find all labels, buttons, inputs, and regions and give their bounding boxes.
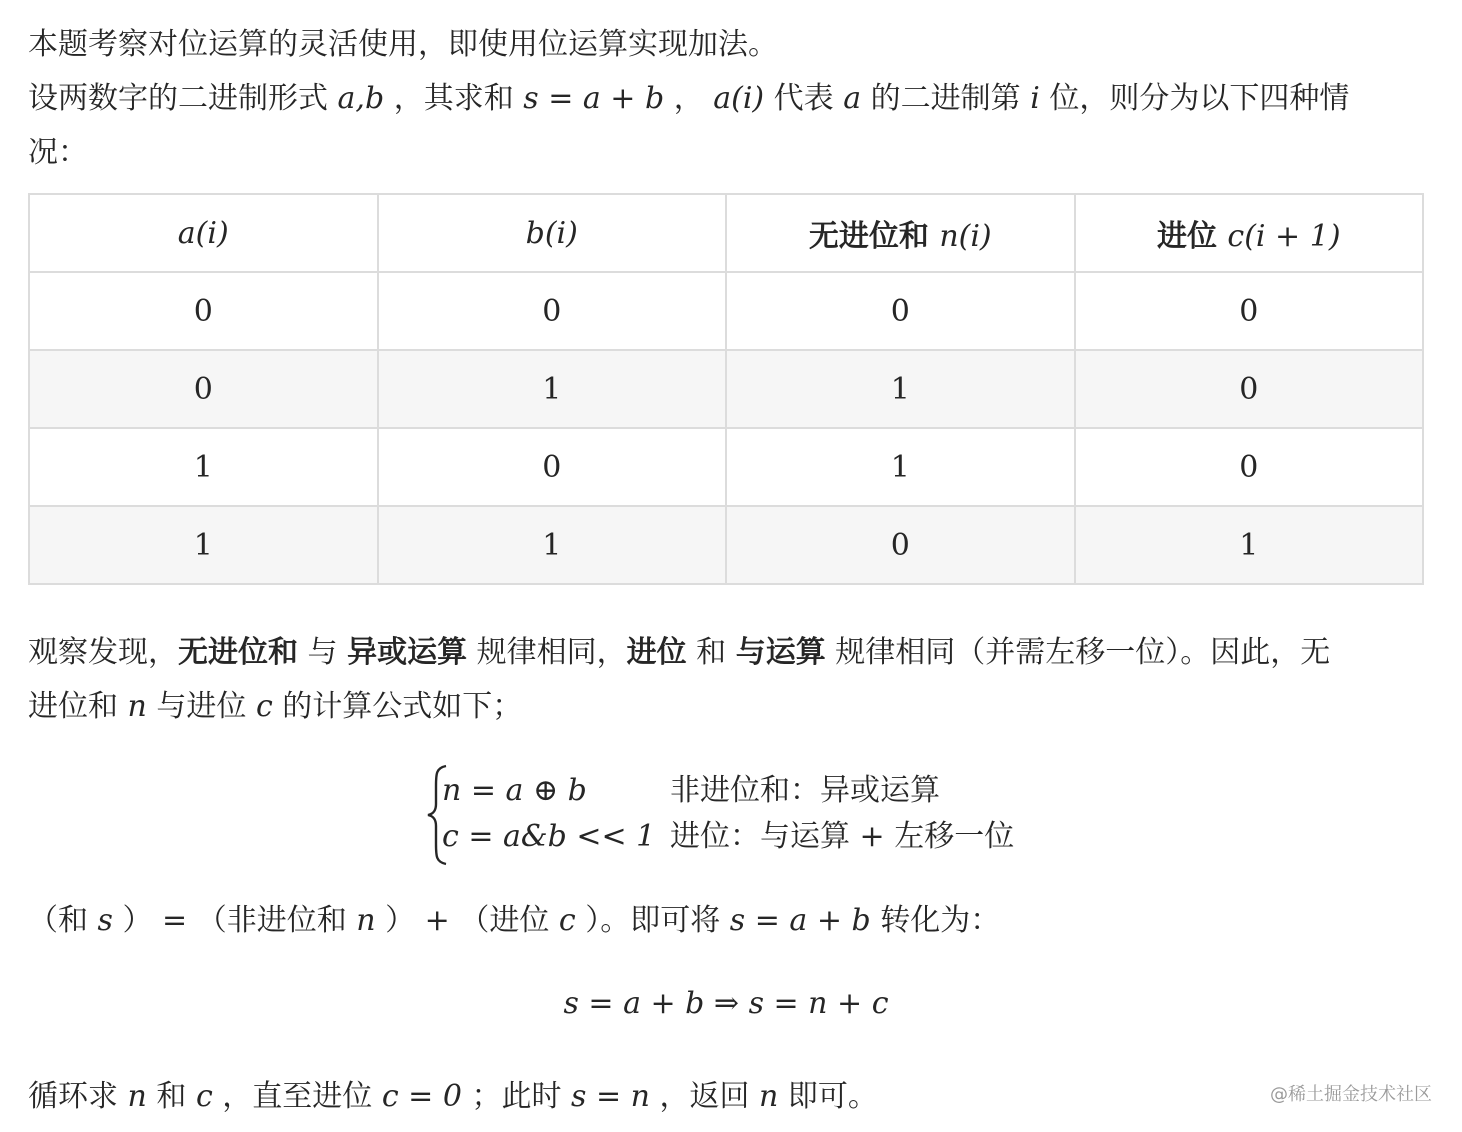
table-cell: 1	[378, 506, 727, 584]
watermark-text: @稀土掘金技术社区	[1270, 1084, 1432, 1105]
table-cell: 0	[726, 506, 1075, 584]
table-cell: 0	[29, 272, 378, 350]
formula-row-2-note: 进位：与运算 + 左移一位	[670, 819, 1015, 854]
math-ab: a,b	[337, 81, 385, 116]
observation-line-2: 进位和 n 与进位 c 的计算公式如下；	[28, 689, 523, 724]
final-line: 循环求 n 和 c ，直至进位 c = 0 ；此时 s = n ，返回 n 即可。	[28, 1079, 878, 1114]
math-i: i	[1030, 81, 1040, 116]
intro-line-1: 本题考察对位运算的灵活使用，即使用位运算实现加法。	[28, 27, 778, 62]
table-cell: 1	[726, 350, 1075, 428]
math-sum: s = a + b	[523, 81, 665, 116]
table-cell: 0	[29, 350, 378, 428]
header-ni: 无进位和 n(i)	[726, 194, 1075, 272]
final-paragraph	[28, 1070, 1424, 1124]
table-cell: 0	[1075, 272, 1424, 350]
observation-line-1: 观察发现，无进位和 与 异或运算 规律相同，进位 和 与运算 规律相同（并需左移一位）。因此，无	[28, 635, 1331, 670]
table-cell: 0	[378, 428, 727, 506]
table-cell: 0	[1075, 428, 1424, 506]
formula-row-1-math: n = a ⊕ b	[442, 773, 587, 808]
math-a: a	[843, 81, 862, 116]
observation-paragraph	[28, 626, 1424, 734]
table-cell: 1	[378, 350, 727, 428]
table-row	[29, 350, 1423, 428]
header-bi: b(i)	[378, 194, 727, 272]
intro-line-3: 况：	[28, 135, 88, 170]
table-cell: 1	[1075, 506, 1424, 584]
table-cell: 0	[378, 272, 727, 350]
centered-equation: s = a + b ⇒ s = n + c	[563, 986, 889, 1021]
formula-block	[426, 760, 1126, 870]
table-row	[29, 272, 1423, 350]
math-ai: a(i)	[713, 81, 765, 116]
table-cell: 1	[29, 506, 378, 584]
article-body	[28, 18, 1424, 724]
sum-explanation	[28, 894, 1424, 948]
sum-line: （和 s ） = （非进位和 n ） + （进位 c ）。即可将 s = a + b 转化为：	[28, 903, 1001, 938]
formula-row-1-note: 非进位和：异或运算	[670, 773, 940, 808]
table-row	[29, 506, 1423, 584]
table-cell: 0	[726, 272, 1075, 350]
header-ci1: 进位 c(i + 1)	[1075, 194, 1424, 272]
table-header-row	[29, 194, 1423, 272]
table-row	[29, 428, 1423, 506]
table-cell: 1	[726, 428, 1075, 506]
truth-table	[28, 193, 1424, 585]
header-ai: a(i)	[29, 194, 378, 272]
table-cell: 0	[1075, 350, 1424, 428]
table-cell: 1	[29, 428, 378, 506]
formula-row-2-math: c = a&b << 1	[442, 819, 656, 854]
intro-line-2: 设两数字的二进制形式 a,b ，其求和 s = a + b ， a(i) 代表 a 的二进制第 i 位，则分为以下四种情	[28, 81, 1350, 116]
